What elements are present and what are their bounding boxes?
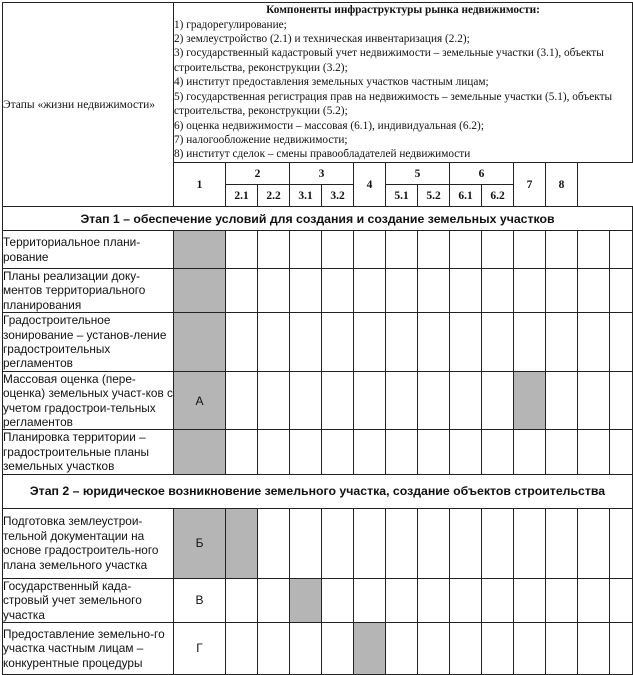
col-subnumber-5-1: 5.1: [386, 185, 418, 207]
components-header-cell: [174, 3, 633, 163]
row-marker: Г: [174, 622, 226, 674]
matrix-cell: [290, 371, 322, 430]
matrix-cell: [418, 622, 450, 674]
matrix-cell-shaded: [174, 430, 226, 474]
col-number-1: 1: [174, 163, 226, 207]
col-number-3: 3: [290, 163, 354, 185]
col-number-2: 2: [226, 163, 290, 185]
matrix-cell: [578, 231, 610, 269]
matrix-cell: [482, 313, 514, 372]
row-label: Государственный када-стровый учет земельного участка: [3, 578, 174, 622]
matrix-cell: [258, 269, 290, 313]
matrix-cell: [450, 371, 482, 430]
table-row: [3, 430, 633, 474]
matrix-cell: [354, 578, 386, 622]
matrix-cell: [578, 371, 610, 430]
matrix-cell-shaded: [226, 508, 258, 578]
matrix-cell: [578, 269, 610, 313]
matrix-cell: [290, 622, 322, 674]
matrix-cell: [418, 508, 450, 578]
table-row: [3, 578, 633, 622]
table-row: [3, 231, 633, 269]
matrix-cell: [322, 622, 354, 674]
matrix-cell: [226, 622, 258, 674]
matrix-cell: [450, 313, 482, 372]
matrix-cell: [322, 313, 354, 372]
matrix-cell: [610, 622, 633, 674]
matrix-cell: [322, 578, 354, 622]
matrix-cell: [386, 269, 418, 313]
matrix-cell: [386, 578, 418, 622]
matrix-cell: [610, 231, 633, 269]
matrix-cell: [290, 313, 322, 372]
col-subnumber-6-1: 6.1: [450, 185, 482, 207]
matrix-cell: [386, 508, 418, 578]
matrix-cell: [290, 269, 322, 313]
table-row: [3, 313, 633, 372]
matrix-cell: [450, 578, 482, 622]
matrix-cell: [610, 508, 633, 578]
row-label: Градостроительное зонирование – установ-ление градостроительных регламентов: [3, 313, 174, 372]
col-subnumber-3-2: 3.2: [322, 185, 354, 207]
matrix-cell: [482, 371, 514, 430]
matrix-cell: [226, 313, 258, 372]
col-number-4: 4: [354, 163, 386, 207]
table-row: [3, 622, 633, 674]
row-label: Подготовка землеустрои-тельной документации на основе градостроитель-ного плана земельного участка: [3, 508, 174, 578]
matrix-cell: [578, 578, 610, 622]
matrix-cell: [418, 231, 450, 269]
matrix-cell: [450, 622, 482, 674]
component-item-7: 7) налогообложение недвижимости;: [174, 133, 348, 146]
matrix-cell: [290, 231, 322, 269]
table-row: [3, 508, 633, 578]
matrix-cell: [354, 430, 386, 474]
row-label: Планировка территории – градостроительные планы земельных участков: [3, 430, 174, 474]
matrix-cell: [514, 231, 546, 269]
matrix-cell: [258, 371, 290, 430]
matrix-cell-shaded: [174, 231, 226, 269]
matrix-cell: [610, 578, 633, 622]
component-item-6: 6) оценка недвижимости – массовая (6.1), индивидуальная (6.2);: [174, 119, 484, 132]
matrix-cell: [322, 430, 354, 474]
matrix-cell: [226, 269, 258, 313]
matrix-cell: [386, 313, 418, 372]
matrix-cell: [578, 508, 610, 578]
component-item-4: 4) институт предоставления земельных участков частным лицам;: [174, 76, 489, 89]
col-number-7: 7: [514, 163, 546, 207]
header-row: [3, 3, 633, 163]
col-subnumber-2-1: 2.1: [226, 185, 258, 207]
component-item-2: 2) землеустройство (2.1) и техническая инвентаризация (2.2);: [174, 33, 470, 46]
matrix-cell: [610, 269, 633, 313]
matrix-cell: [226, 578, 258, 622]
col-subnumber-3-1: 3.1: [290, 185, 322, 207]
matrix-cell: [514, 313, 546, 372]
matrix-cell: [514, 508, 546, 578]
matrix-cell: [418, 313, 450, 372]
col-subnumber-6-2: 6.2: [482, 185, 514, 207]
matrix-cell: [546, 578, 578, 622]
matrix-cell: [514, 622, 546, 674]
matrix-cell: [546, 269, 578, 313]
col-number-6: 6: [450, 163, 514, 185]
matrix-cell: [386, 430, 418, 474]
matrix-cell: [610, 313, 633, 372]
component-item-8: 8) институт сделок – смены правообладателей недвижимости: [174, 148, 471, 161]
matrix-cell: [578, 430, 610, 474]
matrix-cell: [546, 231, 578, 269]
components-title: Компоненты инфраструктуры рынка недвижимости:: [266, 4, 540, 17]
matrix-cell: [418, 371, 450, 430]
table-row: [3, 269, 633, 313]
matrix-cell: [546, 371, 578, 430]
col-number-8: 8: [546, 163, 578, 207]
matrix-cell: [610, 371, 633, 430]
matrix-cell: [354, 269, 386, 313]
matrix-cell: [482, 578, 514, 622]
row-label: Территориальное плани-рование: [3, 231, 174, 269]
matrix-cell: [290, 430, 322, 474]
matrix-cell: [322, 231, 354, 269]
col-subnumber-2-2: 2.2: [258, 185, 290, 207]
matrix-cell: [514, 578, 546, 622]
matrix-cell: [290, 508, 322, 578]
matrix-cell: [578, 622, 610, 674]
matrix-cell: [258, 508, 290, 578]
matrix-cell: [226, 371, 258, 430]
col-subnumber-5-2: 5.2: [418, 185, 450, 207]
matrix-cell: [482, 622, 514, 674]
matrix-cell: [546, 508, 578, 578]
row-marker: А: [174, 371, 226, 430]
matrix-cell: [322, 269, 354, 313]
matrix-cell: [386, 231, 418, 269]
matrix-cell: [354, 371, 386, 430]
stage-2-title: Этап 2 – юридическое возникновение земельного участка, создание объектов строительства: [3, 474, 633, 508]
matrix-cell: [418, 430, 450, 474]
matrix-cell: [482, 231, 514, 269]
matrix-cell: [482, 269, 514, 313]
row-marker: В: [174, 578, 226, 622]
infrastructure-matrix-table: [2, 2, 633, 675]
matrix-cell: [418, 578, 450, 622]
matrix-cell: [450, 508, 482, 578]
stage-1-title: Этап 1 – обеспечение условий для создания и создание земельных участков: [3, 207, 633, 231]
component-item-1: 1) градорегулирование;: [174, 18, 287, 31]
matrix-cell: [482, 430, 514, 474]
matrix-cell: [258, 231, 290, 269]
matrix-cell-shaded: [174, 269, 226, 313]
matrix-cell-shaded: [290, 578, 322, 622]
row-label: Планы реализации доку-ментов территориального планирования: [3, 269, 174, 313]
matrix-cell: [258, 578, 290, 622]
matrix-cell: [514, 430, 546, 474]
matrix-cell: [258, 430, 290, 474]
table-row: [3, 371, 633, 430]
col-number-5: 5: [386, 163, 450, 185]
matrix-cell: [450, 430, 482, 474]
matrix-cell: [354, 508, 386, 578]
matrix-cell: [450, 269, 482, 313]
matrix-cell: [546, 622, 578, 674]
matrix-cell: [546, 430, 578, 474]
matrix-cell: [258, 622, 290, 674]
matrix-cell-shaded: [174, 313, 226, 372]
matrix-cell: [354, 313, 386, 372]
stage-1-row: [3, 207, 633, 231]
matrix-cell: [514, 269, 546, 313]
matrix-cell: [258, 313, 290, 372]
matrix-cell: [386, 622, 418, 674]
matrix-cell: [226, 231, 258, 269]
stages-header-cell: [3, 3, 174, 207]
matrix-cell: [322, 371, 354, 430]
row-marker: Б: [174, 508, 226, 578]
matrix-cell: [354, 231, 386, 269]
matrix-cell: [546, 313, 578, 372]
component-item-5: 5) государственная регистрация прав на недвижимость – земельные участки (5.1), объекты строительства, реконструкции (5.2);: [174, 90, 613, 118]
row-label: Предоставление земельно-го участка частным лицам – конкурентные процедуры: [3, 622, 174, 674]
matrix-cell: [482, 508, 514, 578]
matrix-cell: [578, 313, 610, 372]
matrix-cell: [322, 508, 354, 578]
matrix-cell-shaded: [354, 622, 386, 674]
matrix-cell: [386, 371, 418, 430]
matrix-cell: [450, 231, 482, 269]
matrix-cell-shaded: [514, 371, 546, 430]
row-label: Массовая оценка (пере-оценка) земельных участ-ков с учетом градострои-тельных регламентов: [3, 371, 173, 430]
matrix-cell: [226, 430, 258, 474]
stage-2-row: [3, 474, 633, 508]
component-item-3: 3) государственный кадастровый учет недвижимости – земельные участки (3.1), объекты строительства, реконструкции (3.2);: [174, 47, 604, 74]
matrix-cell: [418, 269, 450, 313]
matrix-cell: [610, 430, 633, 474]
stages-header-label: Этапы «жизни недвижимости»: [3, 98, 156, 111]
